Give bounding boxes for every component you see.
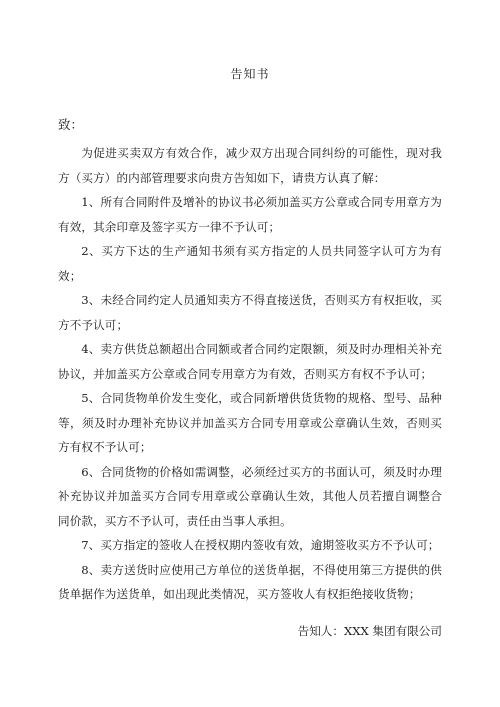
paragraph-item-6: 6、合同货物的价格如需调整，必须经过买方的书面认可，须及时办理补充协议并加盖买方合同专用章或公章确认生效，其他人员若擅自调整合同价款，买方不予认可，责任由当事人承担。 (58, 464, 442, 528)
paragraph-item-3: 3、未经合同约定人员通知卖方不得直接送货，否则买方有权拒收，买方不予认可； (58, 293, 442, 332)
paragraph-intro: 为促进买卖双方有效合作，减少双方出现合同纠纷的可能性，现对我方（买方）的内部管理要求向贵方告知如下，请贵方认真了解： (58, 146, 442, 185)
signature-line: 告知人：XXX 集团有限公司 (297, 624, 442, 638)
paragraph-item-5: 5、合同货物单价发生变化，或合同新增供货货物的规格、型号、品种等，须及时办理补充协议并加盖买方合同专用章或公章确认生效，否则买方有权不予认可； (58, 391, 442, 454)
paragraph-item-8: 8、卖方送货时应使用己方单位的送货单据，不得使用第三方提供的供货单据作为送货单，如出现此类情况，买方签收人有权拒绝接收货物； (58, 562, 442, 601)
document-body (58, 141, 442, 607)
paragraph-item-1: 1、所有合同附件及增补的协议书必须加盖买方公章或合同专用章方为有效，其余印章及签字买方一律不予认可； (58, 195, 442, 234)
paragraph-item-7: 7、买方指定的签收人在授权期内签收有效，逾期签收买方不予认可； (81, 538, 440, 552)
salutation: 致： (58, 117, 84, 132)
document-title: 告知书 (230, 67, 270, 81)
paragraph-item-2: 2、买方下达的生产通知书须有买方指定的人员共同签字认可方为有效； (58, 244, 442, 283)
paragraph-item-4: 4、卖方供货总额超出合同额或者合同约定限额，须及时办理相关补充协议，并加盖买方公章或合同专用章方为有效，否则买方有权不予认可； (58, 342, 442, 381)
